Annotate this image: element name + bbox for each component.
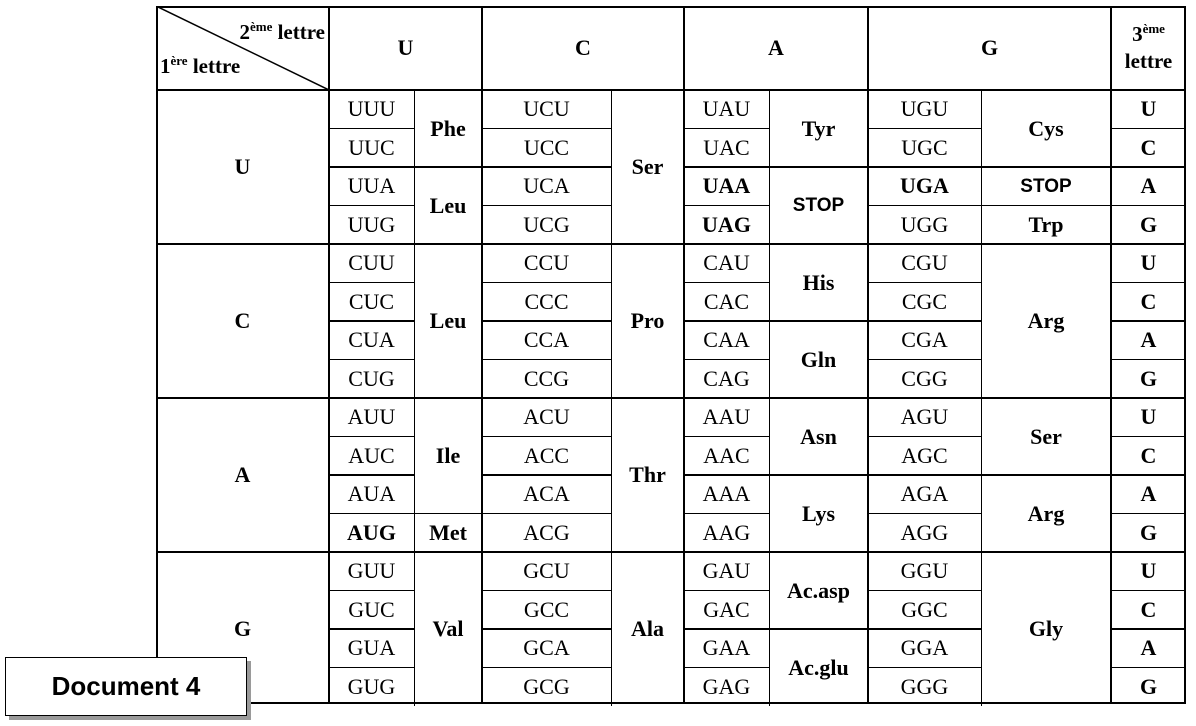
codon-auu: AUU — [347, 404, 396, 430]
amino-acid-ser: Ser — [1030, 423, 1062, 449]
third-letter-g: G — [1139, 365, 1158, 391]
codon-aua: AUA — [347, 481, 396, 507]
amino-acid-arg: Arg — [1027, 500, 1065, 526]
third-letter-sup: ème — [1142, 21, 1165, 36]
column-header-u: U — [397, 35, 414, 60]
third-letter-u: U — [1140, 558, 1157, 584]
header-corner-cell — [156, 6, 329, 90]
amino-acid-his: His — [802, 269, 835, 295]
codon-uug: UUG — [347, 211, 396, 237]
codon-ucg: UCG — [523, 211, 570, 237]
genetic-code-table — [156, 6, 1186, 704]
amino-acid-leu: Leu — [429, 192, 467, 218]
codon-amino-border — [769, 244, 771, 398]
codon-amino-border — [981, 244, 983, 398]
amino-acid-met: Met — [429, 519, 467, 545]
third-letter-a: A — [1140, 173, 1157, 199]
codon-aag: AAG — [702, 519, 751, 545]
codon-auc: AUC — [348, 442, 395, 468]
codon-amino-border — [769, 552, 771, 706]
amino-acid-stop: STOP — [1020, 175, 1072, 197]
third-letter-num: 3 — [1132, 22, 1143, 46]
codon-amino-border — [981, 398, 983, 552]
codon-cua: CUA — [348, 327, 395, 353]
codon-acg: ACG — [523, 519, 570, 545]
codon-uac: UAC — [703, 134, 750, 160]
codon-ugc: UGC — [901, 134, 948, 160]
codon-amino-border — [414, 552, 416, 706]
amino-row-border — [414, 513, 482, 515]
codon-cag: CAG — [703, 365, 750, 391]
codon-uaa: UAA — [702, 173, 751, 199]
amino-row-border — [769, 628, 868, 630]
amino-acid-stop: STOP — [792, 195, 845, 216]
amino-acid-pro: Pro — [630, 308, 665, 333]
third-letter-c: C — [1140, 596, 1157, 622]
codon-aau: AAU — [702, 404, 751, 430]
codon-amino-border — [769, 398, 771, 552]
codon-agu: AGU — [900, 404, 949, 430]
codon-amino-border — [981, 552, 983, 706]
amino-acid-cys: Cys — [1028, 115, 1064, 141]
codon-amino-border — [414, 398, 416, 552]
codon-cca: CCA — [523, 327, 570, 353]
codon-agg: AGG — [900, 519, 949, 545]
codon-caa: CAA — [703, 327, 750, 353]
codon-guu: GUU — [347, 558, 396, 584]
codon-cuu: CUU — [348, 250, 395, 276]
codon-gcc: GCC — [523, 596, 570, 622]
codon-amino-border — [414, 244, 416, 398]
codon-gcu: GCU — [523, 558, 570, 584]
amino-acid-asn: Asn — [800, 423, 837, 449]
codon-gga: GGA — [900, 635, 949, 661]
codon-amino-border — [414, 90, 416, 244]
codon-guc: GUC — [348, 596, 395, 622]
amino-row-border — [414, 166, 482, 168]
first-letter-g: G — [233, 616, 252, 641]
codon-amino-border — [611, 244, 613, 398]
codon-gaa: GAA — [702, 635, 751, 661]
codon-ccu: CCU — [523, 250, 570, 276]
codon-gcg: GCG — [523, 673, 570, 699]
codon-gag: GAG — [702, 673, 751, 699]
column-header-g: G — [980, 35, 999, 60]
codon-ccg: CCG — [523, 365, 570, 391]
third-letter-word: lettre — [1124, 49, 1173, 73]
amino-acid-acglu: Ac.glu — [788, 654, 849, 680]
amino-acid-gln: Gln — [800, 346, 837, 372]
codon-cac: CAC — [703, 288, 750, 314]
codon-amino-border — [981, 90, 983, 244]
codon-ggu: GGU — [900, 558, 949, 584]
amino-acid-tyr: Tyr — [801, 115, 836, 141]
amino-acid-gly: Gly — [1028, 616, 1064, 641]
third-letter-g: G — [1139, 211, 1158, 237]
codon-cgc: CGC — [901, 288, 948, 314]
codon-ggg: GGG — [900, 673, 949, 699]
codon-uau: UAU — [702, 96, 751, 122]
third-letter-top — [1132, 21, 1165, 46]
amino-row-border — [769, 166, 868, 168]
third-letter-u: U — [1140, 404, 1157, 430]
second-letter-word: lettre — [272, 20, 325, 44]
codon-amino-border — [611, 398, 613, 552]
second-letter-sup: ème — [249, 19, 273, 34]
document-label: Document 4 — [5, 657, 247, 716]
codon-uga: UGA — [900, 173, 949, 199]
amino-acid-phe: Phe — [430, 115, 466, 141]
codon-acu: ACU — [523, 404, 570, 430]
codon-uua: UUA — [347, 173, 396, 199]
codon-amino-border — [611, 90, 613, 244]
amino-row-border — [981, 166, 1111, 168]
amino-acid-leu: Leu — [429, 308, 467, 333]
amino-row-border — [981, 205, 1111, 207]
column-header-c: C — [575, 35, 591, 60]
codon-amino-border — [769, 90, 771, 244]
third-letter-header — [1111, 6, 1186, 90]
codon-gca: GCA — [523, 635, 570, 661]
amino-acid-ala: Ala — [631, 616, 664, 641]
first-letter-word: lettre — [187, 54, 241, 78]
amino-row-border — [769, 474, 868, 476]
first-letter-a: A — [234, 462, 251, 487]
third-letter-c: C — [1140, 442, 1157, 468]
first-letter-label — [160, 53, 241, 78]
third-letter-a: A — [1140, 327, 1157, 353]
codon-cgu: CGU — [901, 250, 948, 276]
codon-aug: AUG — [347, 519, 396, 545]
third-letter-a: A — [1140, 635, 1157, 661]
third-letter-u: U — [1140, 96, 1157, 122]
codon-gua: GUA — [347, 635, 396, 661]
amino-row-border — [769, 320, 868, 322]
codon-uca: UCA — [523, 173, 570, 199]
codon-uuu: UUU — [347, 96, 396, 122]
codon-ggc: GGC — [901, 596, 948, 622]
third-letter-u: U — [1140, 250, 1157, 276]
first-letter-u: U — [234, 154, 251, 179]
codon-aga: AGA — [900, 481, 949, 507]
codon-aca: ACA — [523, 481, 570, 507]
codon-ucc: UCC — [523, 134, 570, 160]
amino-acid-ser: Ser — [631, 154, 664, 179]
second-letter-label — [239, 19, 325, 44]
third-letter-c: C — [1140, 134, 1157, 160]
amino-acid-thr: Thr — [629, 462, 666, 487]
codon-aaa: AAA — [702, 481, 751, 507]
codon-gac: GAC — [703, 596, 750, 622]
codon-cga: CGA — [901, 327, 948, 353]
third-letter-c: C — [1140, 288, 1157, 314]
codon-cuc: CUC — [348, 288, 395, 314]
first-letter-c: C — [234, 308, 251, 333]
codon-acc: ACC — [523, 442, 570, 468]
third-letter-g: G — [1139, 673, 1158, 699]
amino-row-border — [981, 474, 1111, 476]
amino-acid-ile: Ile — [435, 442, 461, 468]
codon-aac: AAC — [703, 442, 750, 468]
first-letter-num: 1 — [160, 54, 171, 78]
codon-ugu: UGU — [900, 96, 949, 122]
codon-uuc: UUC — [348, 134, 395, 160]
codon-agc: AGC — [901, 442, 948, 468]
codon-ugg: UGG — [900, 211, 949, 237]
second-letter-num: 2 — [239, 20, 250, 44]
amino-acid-lys: Lys — [801, 500, 836, 526]
codon-gau: GAU — [702, 558, 751, 584]
first-letter-sup: ère — [170, 53, 188, 68]
codon-ccc: CCC — [524, 288, 569, 314]
amino-acid-acasp: Ac.asp — [787, 577, 850, 603]
amino-acid-val: Val — [432, 616, 464, 641]
codon-gug: GUG — [347, 673, 396, 699]
third-letter-g: G — [1139, 519, 1158, 545]
column-header-a: A — [768, 35, 784, 60]
amino-acid-trp: Trp — [1028, 211, 1064, 237]
amino-acid-arg: Arg — [1027, 308, 1065, 333]
codon-amino-border — [611, 552, 613, 706]
codon-ucu: UCU — [523, 96, 570, 122]
codon-cau: CAU — [703, 250, 750, 276]
codon-uag: UAG — [702, 211, 751, 237]
corner-diagonal — [156, 6, 329, 90]
codon-cug: CUG — [348, 365, 395, 391]
codon-cgg: CGG — [901, 365, 948, 391]
third-letter-a: A — [1140, 481, 1157, 507]
table-border-top — [156, 6, 1186, 8]
